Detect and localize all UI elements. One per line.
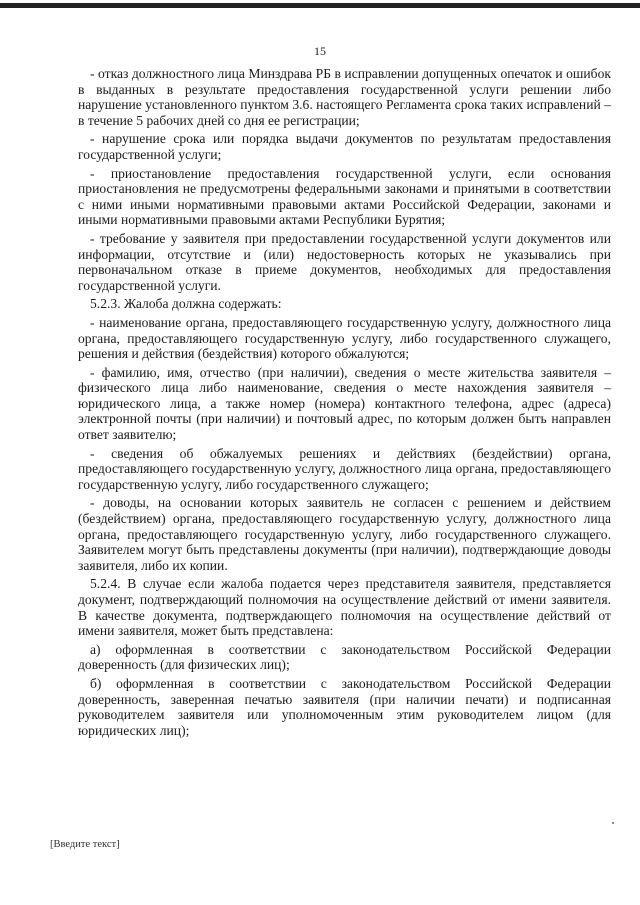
paragraph: 5.2.3. Жалоба должна содержать: [90,296,282,312]
paragraph: - фамилию, имя, отчество (при наличии), сведения о месте жительства заявителя – физического лица либо наименование, сведения о месте нахождения заявителя – юридического лица, а также номер (номера) контактного телефона, адрес (адреса) электронной почты (при наличии) и почтовый адрес, по которым должен быть направлен ответ заявителю; [78,364,611,443]
scan-mark [612,822,614,824]
paragraph: - сведения об обжалуемых решениях и действиях (бездействии) органа, предоставляющего государственную услугу, должностного лица органа, предоставляющего государственную услугу, либо государственного служащего; [78,445,611,492]
top-rule [0,3,640,8]
footer-placeholder[interactable]: [Введите текст] [50,839,120,850]
document-body [78,66,611,738]
paragraph: 5.2.4. В случае если жалоба подается через представителя заявителя, представляется документ, подтверждающий полномочия на осуществление действий от имени заявителя. В качестве документа, подтверждающего полномочия на осуществление действий от имени заявителя, может быть представлена: [78,576,611,639]
paragraph: - наименование органа, предоставляющего государственную услугу, должностного лица органа, предоставляющего государственную услугу, либо государственного служащего, решения и действия (бездействия) которого обжалуются; [78,314,611,362]
paragraph: - доводы, на основании которых заявитель не согласен с решением и действием (бездействием) органа, предоставляющего государственную услугу, должностного лица органа, предоставляющего государственную услугу, либо государственного служащего. Заявителем могут быть представлены документы (при наличии), подтверждающие доводы заявителя, либо их копии. [78,495,611,573]
paragraph: - требование у заявителя при предоставлении государственной услуги документов или информации, отсутствие и (или) недостоверность которых не указывались при первоначальном отказе в приеме документов, необходимых для предоставления государственной услуги. [78,230,611,293]
paragraph: а) оформленная в соответствии с законодательством Российской Федерации доверенность (для физических лиц); [78,641,611,673]
paragraph: - приостановление предоставления государственной услуги, если основания приостановления не предусмотрены федеральными законами и принятыми в соответствии с ними иными нормативными правовыми актами Российской Федерации, законами и иными нормативными правовыми актами Республики Бурятия; [78,165,611,228]
page-number: 15 [314,44,326,58]
paragraph: - нарушение срока или порядка выдачи документов по результатам предоставления государственной услуги; [78,131,611,162]
paragraph: - отказ должностного лица Минздрава РБ в исправлении допущенных опечаток и ошибок в выданных в результате предоставления государственной услуги решении либо нарушение установленного пунктом 3.6. настоящего Регламента срока таких исправлений – в течение 5 рабочих дней со дня ее регистрации; [78,66,611,128]
paragraph: б) оформленная в соответствии с законодательством Российской Федерации доверенность, заверенная печатью заявителя (при наличии печати) и подписанная руководителем заявителя или уполномоченным этим руководителем лицом (для юридических лиц); [78,675,611,738]
